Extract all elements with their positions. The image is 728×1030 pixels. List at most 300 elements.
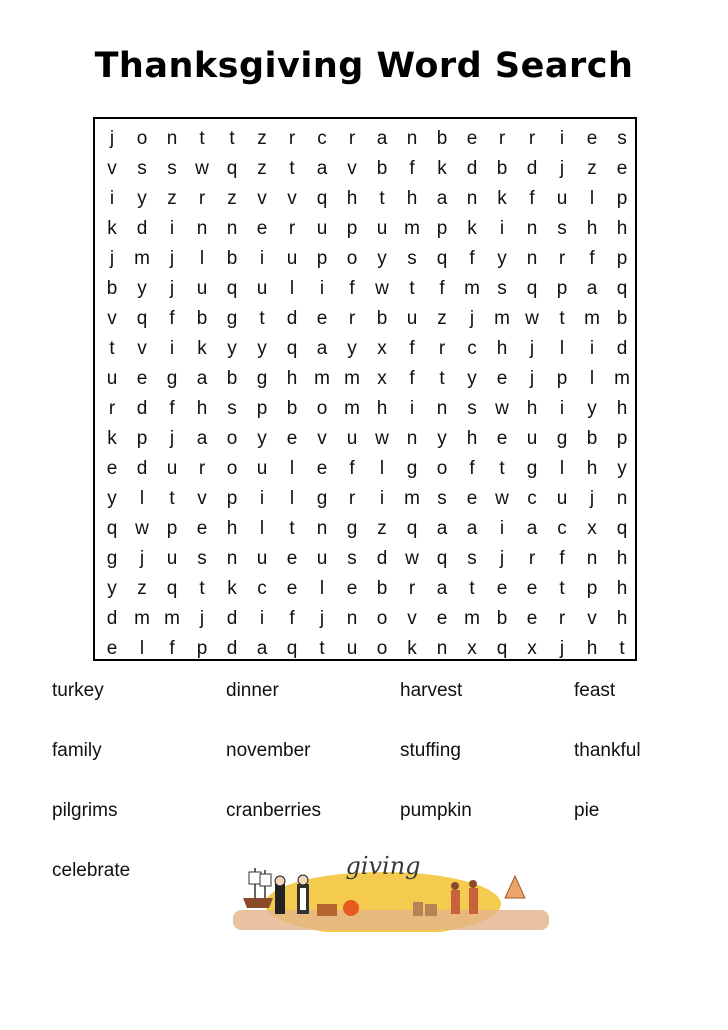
grid-cell: f bbox=[469, 458, 475, 479]
grid-cell: p bbox=[256, 398, 268, 419]
grid-cell: h bbox=[466, 428, 478, 449]
grid-cell: u bbox=[556, 488, 568, 509]
grid-cell: e bbox=[346, 578, 358, 599]
grid-cell: r bbox=[408, 578, 416, 599]
grid-cell: a bbox=[586, 278, 598, 299]
grid-cell: k bbox=[107, 218, 117, 239]
grid-cell: h bbox=[196, 398, 208, 419]
grid-cell: p bbox=[166, 518, 178, 539]
grid-cell: e bbox=[526, 608, 538, 629]
grid-cell: m bbox=[614, 368, 630, 389]
grid-cell: y bbox=[497, 248, 507, 269]
grid-cell: e bbox=[496, 368, 508, 389]
grid-cell: h bbox=[586, 218, 598, 239]
grid-cell: e bbox=[106, 638, 118, 659]
grid-cell: f bbox=[169, 398, 175, 419]
grid-cell: h bbox=[346, 188, 358, 209]
grid-cell: l bbox=[379, 458, 385, 479]
grid-cell: y bbox=[587, 398, 597, 419]
grid-cell: i bbox=[169, 218, 175, 239]
grid-cell: g bbox=[346, 518, 358, 539]
grid-cell: i bbox=[259, 488, 265, 509]
grid-cell: l bbox=[589, 368, 595, 389]
grid-cell: b bbox=[286, 398, 298, 419]
grid-cell: b bbox=[436, 128, 448, 149]
grid-cell: l bbox=[559, 338, 565, 359]
grid-cell: g bbox=[406, 458, 418, 479]
grid-cell: h bbox=[406, 188, 418, 209]
grid-cell: v bbox=[407, 608, 417, 629]
grid-cell: b bbox=[376, 308, 388, 329]
grid-cell: j bbox=[529, 368, 535, 389]
grid-cell: q bbox=[226, 158, 238, 179]
grid-cell: n bbox=[226, 548, 238, 569]
grid-cell: o bbox=[136, 128, 148, 149]
grid-cell: l bbox=[139, 638, 145, 659]
grid-cell: r bbox=[498, 128, 506, 149]
svg-text:giving: giving bbox=[345, 852, 421, 880]
grid-cell: m bbox=[134, 248, 150, 269]
grid-cell: i bbox=[319, 278, 325, 299]
grid-cell: m bbox=[134, 608, 150, 629]
grid-cell: j bbox=[109, 128, 115, 149]
grid-cell: v bbox=[257, 188, 267, 209]
grid-cell: y bbox=[347, 338, 357, 359]
grid-cell: c bbox=[467, 338, 477, 359]
grid-cell: q bbox=[136, 308, 148, 329]
grid-cell: e bbox=[586, 128, 598, 149]
grid-cell: i bbox=[499, 518, 505, 539]
grid-cell: p bbox=[316, 248, 328, 269]
grid-cell: o bbox=[346, 248, 358, 269]
grid-cell: x bbox=[467, 638, 477, 659]
grid-cell: v bbox=[287, 188, 297, 209]
grid-cell: b bbox=[376, 158, 388, 179]
grid-cell: f bbox=[169, 638, 175, 659]
grid-cell: b bbox=[616, 308, 628, 329]
grid-cell: o bbox=[316, 398, 328, 419]
grid-cell: m bbox=[584, 308, 600, 329]
grid-cell: t bbox=[259, 308, 265, 329]
grid-cell: s bbox=[197, 548, 207, 569]
grid-cell: t bbox=[469, 578, 475, 599]
word-list-item: turkey bbox=[52, 680, 104, 701]
grid-cell: h bbox=[496, 338, 508, 359]
grid-cell: o bbox=[376, 608, 388, 629]
grid-cell: l bbox=[319, 578, 325, 599]
grid-cell: q bbox=[496, 638, 508, 659]
grid-cell: a bbox=[436, 578, 448, 599]
grid-cell: b bbox=[496, 608, 508, 629]
grid-cell: v bbox=[317, 428, 327, 449]
grid-cell: q bbox=[166, 578, 178, 599]
grid-cell: y bbox=[137, 278, 147, 299]
grid-cell: u bbox=[286, 248, 298, 269]
grid-cell: c bbox=[257, 578, 267, 599]
grid-cell: b bbox=[226, 368, 238, 389]
grid-cell: s bbox=[407, 248, 417, 269]
grid-cell: j bbox=[559, 158, 565, 179]
grid-cell: i bbox=[259, 608, 265, 629]
grid-cell: j bbox=[169, 248, 175, 269]
grid-cell: o bbox=[436, 458, 448, 479]
grid-cell: s bbox=[227, 398, 237, 419]
grid-cell: s bbox=[557, 218, 567, 239]
grid-cell: n bbox=[616, 488, 628, 509]
grid-cell: d bbox=[526, 158, 538, 179]
grid-cell: p bbox=[346, 218, 358, 239]
grid-cell: s bbox=[437, 488, 447, 509]
grid-cell: p bbox=[226, 488, 238, 509]
grid-cell: f bbox=[589, 248, 595, 269]
grid-cell: j bbox=[199, 608, 205, 629]
grid-cell: i bbox=[109, 188, 115, 209]
grid-cell: h bbox=[586, 458, 598, 479]
grid-cell: n bbox=[346, 608, 358, 629]
grid-cell: n bbox=[466, 188, 478, 209]
grid-cell: j bbox=[319, 608, 325, 629]
grid-cell: w bbox=[405, 548, 419, 569]
grid-cell: z bbox=[137, 578, 147, 599]
grid-cell: m bbox=[494, 308, 510, 329]
grid-cell: z bbox=[587, 158, 597, 179]
grid-cell: g bbox=[256, 368, 268, 389]
grid-cell: e bbox=[526, 578, 538, 599]
grid-cell: e bbox=[436, 608, 448, 629]
grid-cell: n bbox=[436, 638, 448, 659]
grid-cell: e bbox=[106, 458, 118, 479]
grid-cell: j bbox=[499, 548, 505, 569]
grid-cell: t bbox=[319, 638, 325, 659]
grid-cell: l bbox=[589, 188, 595, 209]
grid-cell: x bbox=[377, 338, 387, 359]
grid-cell: b bbox=[496, 158, 508, 179]
grid-cell: n bbox=[406, 428, 418, 449]
grid-cell: t bbox=[289, 158, 295, 179]
word-list-item: feast bbox=[574, 680, 616, 701]
grid-cell: s bbox=[467, 398, 477, 419]
grid-cell: i bbox=[559, 128, 565, 149]
grid-cell: p bbox=[616, 428, 628, 449]
word-search-grid bbox=[97, 124, 637, 664]
grid-cell: z bbox=[227, 188, 237, 209]
grid-cell: h bbox=[586, 638, 598, 659]
grid-cell: g bbox=[556, 428, 568, 449]
grid-cell: e bbox=[286, 428, 298, 449]
grid-cell: u bbox=[166, 548, 178, 569]
grid-cell: l bbox=[259, 518, 265, 539]
grid-cell: q bbox=[436, 548, 448, 569]
grid-cell: h bbox=[616, 578, 628, 599]
grid-cell: c bbox=[557, 518, 567, 539]
grid-cell: g bbox=[106, 548, 118, 569]
grid-cell: t bbox=[229, 128, 235, 149]
grid-cell: j bbox=[139, 548, 145, 569]
grid-cell: p bbox=[196, 638, 208, 659]
grid-cell: d bbox=[376, 548, 388, 569]
grid-cell: t bbox=[619, 638, 625, 659]
grid-cell: a bbox=[196, 428, 208, 449]
grid-cell: e bbox=[616, 158, 628, 179]
grid-cell: l bbox=[559, 458, 565, 479]
grid-cell: u bbox=[256, 278, 268, 299]
grid-cell: u bbox=[346, 428, 358, 449]
grid-cell: q bbox=[436, 248, 448, 269]
grid-cell: t bbox=[499, 458, 505, 479]
grid-cell: d bbox=[136, 458, 148, 479]
grid-cell: t bbox=[559, 308, 565, 329]
grid-cell: w bbox=[195, 158, 209, 179]
grid-cell: l bbox=[139, 488, 145, 509]
word-list-item: stuffing bbox=[400, 740, 461, 761]
grid-cell: p bbox=[556, 278, 568, 299]
grid-cell: k bbox=[437, 158, 447, 179]
grid-cell: k bbox=[407, 638, 417, 659]
grid-cell: j bbox=[169, 278, 175, 299]
grid-cell: q bbox=[616, 278, 628, 299]
grid-cell: s bbox=[347, 548, 357, 569]
grid-cell: n bbox=[586, 548, 598, 569]
grid-cell: q bbox=[616, 518, 628, 539]
grid-cell: v bbox=[587, 608, 597, 629]
grid-cell: n bbox=[526, 218, 538, 239]
grid-cell: i bbox=[169, 338, 175, 359]
grid-cell: n bbox=[196, 218, 208, 239]
grid-cell: r bbox=[198, 458, 206, 479]
grid-cell: z bbox=[257, 158, 267, 179]
grid-cell: r bbox=[438, 338, 446, 359]
grid-cell: h bbox=[616, 398, 628, 419]
grid-cell: r bbox=[558, 608, 566, 629]
grid-cell: n bbox=[316, 518, 328, 539]
grid-cell: e bbox=[196, 518, 208, 539]
grid-cell: z bbox=[167, 188, 177, 209]
grid-cell: p bbox=[436, 218, 448, 239]
grid-cell: x bbox=[587, 518, 597, 539]
grid-cell: q bbox=[316, 188, 328, 209]
word-list-item: family bbox=[52, 740, 102, 761]
grid-cell: y bbox=[257, 428, 267, 449]
grid-cell: y bbox=[137, 188, 147, 209]
grid-cell: t bbox=[559, 578, 565, 599]
giving-scene-icon bbox=[233, 848, 549, 932]
grid-cell: y bbox=[437, 428, 447, 449]
grid-cell: u bbox=[316, 548, 328, 569]
grid-cell: d bbox=[226, 608, 238, 629]
grid-cell: g bbox=[526, 458, 538, 479]
grid-cell: y bbox=[617, 458, 627, 479]
grid-cell: t bbox=[439, 368, 445, 389]
grid-cell: d bbox=[466, 158, 478, 179]
grid-cell: w bbox=[135, 518, 149, 539]
grid-cell: u bbox=[556, 188, 568, 209]
grid-cell: w bbox=[375, 428, 389, 449]
grid-cell: s bbox=[137, 158, 147, 179]
grid-cell: i bbox=[379, 488, 385, 509]
grid-cell: z bbox=[437, 308, 447, 329]
grid-cell: l bbox=[199, 248, 205, 269]
grid-cell: u bbox=[316, 218, 328, 239]
grid-cell: y bbox=[107, 488, 117, 509]
grid-cell: m bbox=[344, 398, 360, 419]
grid-cell: e bbox=[496, 578, 508, 599]
grid-cell: d bbox=[136, 218, 148, 239]
grid-cell: r bbox=[348, 488, 356, 509]
grid-cell: w bbox=[375, 278, 389, 299]
grid-cell: m bbox=[404, 488, 420, 509]
grid-cell: z bbox=[257, 128, 267, 149]
grid-cell: f bbox=[169, 308, 175, 329]
grid-cell: n bbox=[406, 128, 418, 149]
word-list-item: november bbox=[226, 740, 311, 761]
grid-cell: g bbox=[316, 488, 328, 509]
grid-cell: a bbox=[526, 518, 538, 539]
grid-cell: h bbox=[616, 548, 628, 569]
grid-cell: i bbox=[259, 248, 265, 269]
grid-cell: r bbox=[558, 248, 566, 269]
grid-cell: h bbox=[526, 398, 538, 419]
grid-cell: g bbox=[166, 368, 178, 389]
grid-cell: c bbox=[317, 128, 327, 149]
grid-cell: r bbox=[198, 188, 206, 209]
grid-cell: b bbox=[106, 278, 118, 299]
grid-cell: g bbox=[226, 308, 238, 329]
grid-cell: t bbox=[109, 338, 115, 359]
grid-cell: t bbox=[409, 278, 415, 299]
grid-cell: v bbox=[197, 488, 207, 509]
grid-cell: x bbox=[377, 368, 387, 389]
word-list-item: pilgrims bbox=[52, 800, 118, 821]
word-list-item: pie bbox=[574, 800, 600, 821]
grid-cell: j bbox=[469, 308, 475, 329]
grid-cell: s bbox=[617, 128, 627, 149]
grid-cell: v bbox=[347, 158, 357, 179]
grid-cell: f bbox=[349, 278, 355, 299]
grid-cell: y bbox=[107, 578, 117, 599]
grid-cell: d bbox=[106, 608, 118, 629]
grid-cell: h bbox=[376, 398, 388, 419]
grid-cell: m bbox=[314, 368, 330, 389]
grid-cell: q bbox=[106, 518, 118, 539]
grid-cell: h bbox=[286, 368, 298, 389]
grid-cell: f bbox=[409, 368, 415, 389]
grid-cell: p bbox=[616, 248, 628, 269]
grid-cell: o bbox=[376, 638, 388, 659]
grid-cell: n bbox=[226, 218, 238, 239]
grid-cell: e bbox=[256, 218, 268, 239]
grid-cell: k bbox=[497, 188, 507, 209]
grid-cell: e bbox=[316, 458, 328, 479]
grid-cell: t bbox=[199, 578, 205, 599]
grid-cell: a bbox=[436, 518, 448, 539]
grid-cell: u bbox=[406, 308, 418, 329]
grid-cell: k bbox=[107, 428, 117, 449]
grid-cell: f bbox=[439, 278, 445, 299]
grid-cell: a bbox=[316, 158, 328, 179]
grid-cell: a bbox=[316, 338, 328, 359]
grid-cell: s bbox=[467, 548, 477, 569]
grid-cell: m bbox=[464, 278, 480, 299]
grid-cell: w bbox=[495, 398, 509, 419]
grid-cell: u bbox=[346, 638, 358, 659]
grid-cell: d bbox=[226, 638, 238, 659]
grid-cell: t bbox=[289, 518, 295, 539]
grid-cell: h bbox=[226, 518, 238, 539]
grid-cell: w bbox=[495, 488, 509, 509]
grid-cell: j bbox=[109, 248, 115, 269]
grid-cell: f bbox=[469, 248, 475, 269]
grid-cell: f bbox=[349, 458, 355, 479]
grid-cell: e bbox=[286, 578, 298, 599]
grid-cell: j bbox=[559, 638, 565, 659]
page-title: Thanksgiving Word Search bbox=[94, 46, 634, 86]
grid-cell: n bbox=[166, 128, 178, 149]
grid-cell: x bbox=[527, 638, 537, 659]
grid-cell: n bbox=[526, 248, 538, 269]
grid-cell: s bbox=[497, 278, 507, 299]
thanksgiving-illustration bbox=[233, 848, 549, 932]
grid-cell: p bbox=[136, 428, 148, 449]
grid-cell: a bbox=[466, 518, 478, 539]
grid-cell: j bbox=[169, 428, 175, 449]
grid-cell: z bbox=[377, 518, 387, 539]
grid-cell: y bbox=[467, 368, 477, 389]
word-search-grid-box bbox=[93, 117, 637, 661]
grid-cell: d bbox=[616, 338, 628, 359]
grid-cell: q bbox=[286, 338, 298, 359]
grid-cell: e bbox=[136, 368, 148, 389]
grid-cell: r bbox=[108, 398, 116, 419]
grid-cell: b bbox=[376, 578, 388, 599]
grid-cell: y bbox=[227, 338, 237, 359]
grid-cell: u bbox=[256, 458, 268, 479]
grid-cell: b bbox=[196, 308, 208, 329]
grid-cell: u bbox=[526, 428, 538, 449]
grid-cell: p bbox=[586, 578, 598, 599]
word-list-item: harvest bbox=[400, 680, 463, 701]
grid-cell: m bbox=[344, 368, 360, 389]
grid-cell: u bbox=[256, 548, 268, 569]
grid-cell: u bbox=[196, 278, 208, 299]
grid-cell: l bbox=[289, 278, 295, 299]
grid-cell: k bbox=[227, 578, 237, 599]
grid-cell: v bbox=[107, 158, 117, 179]
grid-cell: i bbox=[589, 338, 595, 359]
grid-cell: l bbox=[289, 458, 295, 479]
grid-cell: k bbox=[197, 338, 207, 359]
grid-cell: m bbox=[404, 218, 420, 239]
grid-cell: m bbox=[464, 608, 480, 629]
grid-cell: f bbox=[409, 158, 415, 179]
grid-cell: p bbox=[556, 368, 568, 389]
grid-cell: j bbox=[589, 488, 595, 509]
grid-cell: b bbox=[226, 248, 238, 269]
grid-cell: w bbox=[525, 308, 539, 329]
grid-cell: r bbox=[288, 128, 296, 149]
grid-cell: y bbox=[257, 338, 267, 359]
grid-cell: r bbox=[528, 548, 536, 569]
word-list-item: thankful bbox=[574, 740, 641, 761]
word-list-item: dinner bbox=[226, 680, 279, 701]
grid-cell: n bbox=[436, 398, 448, 419]
grid-cell: f bbox=[409, 338, 415, 359]
grid-cell: i bbox=[499, 218, 505, 239]
grid-cell: i bbox=[559, 398, 565, 419]
grid-cell: o bbox=[226, 428, 238, 449]
grid-cell: k bbox=[467, 218, 477, 239]
grid-cell: j bbox=[529, 338, 535, 359]
grid-cell: f bbox=[559, 548, 565, 569]
